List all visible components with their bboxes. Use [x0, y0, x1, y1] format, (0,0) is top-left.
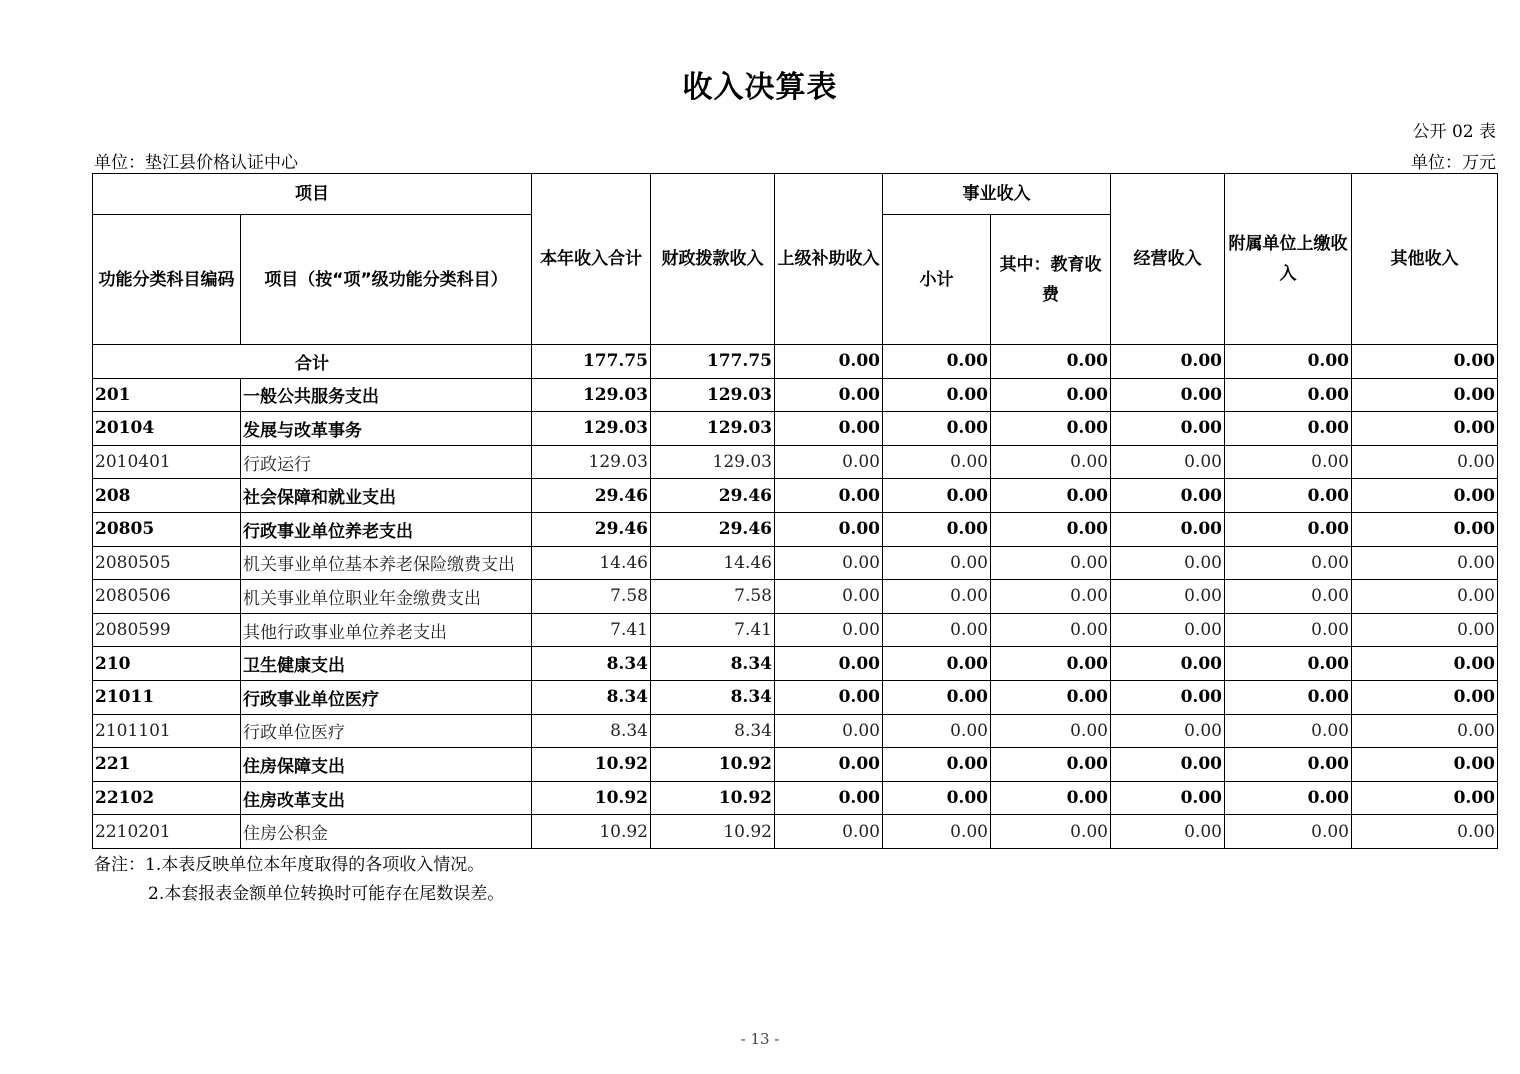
func-code-cell: 2010401 — [93, 445, 241, 479]
cell-value: 10.92 — [651, 748, 775, 782]
cell-value: 0.00 — [1225, 714, 1352, 748]
cell-value: 0.00 — [991, 647, 1111, 681]
cell-value: 0.00 — [991, 815, 1111, 849]
cell-value: 8.34 — [651, 647, 775, 681]
cell-value: 7.58 — [651, 580, 775, 614]
cell-value: 0.00 — [775, 445, 883, 479]
cell-value: 0.00 — [1111, 647, 1225, 681]
table-row — [93, 815, 1498, 849]
cell-value: 0.00 — [1225, 378, 1352, 412]
table-row — [93, 445, 1498, 479]
cell-value: 0.00 — [991, 580, 1111, 614]
func-name-cell: 行政单位医疗 — [241, 714, 532, 748]
header-item: 项目 — [93, 174, 532, 215]
cell-value: 0.00 — [883, 512, 991, 546]
header-business-income: 事业收入 — [883, 174, 1111, 215]
cell-value: 0.00 — [991, 412, 1111, 446]
cell-value: 129.03 — [532, 412, 651, 446]
cell-value: 0.00 — [1225, 680, 1352, 714]
func-code-cell: 2210201 — [93, 815, 241, 849]
cell-value: 0.00 — [991, 512, 1111, 546]
cell-value: 0.00 — [1225, 512, 1352, 546]
cell-value: 0.00 — [883, 580, 991, 614]
cell-value: 0.00 — [991, 445, 1111, 479]
cell-value: 0.00 — [883, 546, 991, 580]
cell-value: 129.03 — [532, 445, 651, 479]
cell-value: 29.46 — [532, 512, 651, 546]
cell-value: 29.46 — [532, 479, 651, 513]
cell-value: 0.00 — [883, 781, 991, 815]
note-line-1: 备注：1.本表反映单位本年度取得的各项收入情况。 — [94, 855, 485, 875]
income-table — [92, 173, 1498, 849]
cell-value: 0.00 — [991, 546, 1111, 580]
cell-value: 0.00 — [1352, 613, 1498, 647]
cell-value: 0.00 — [1111, 748, 1225, 782]
func-code-cell: 210 — [93, 647, 241, 681]
cell-value: 0.00 — [883, 748, 991, 782]
func-name-cell: 一般公共服务支出 — [241, 378, 532, 412]
cell-value: 8.34 — [532, 714, 651, 748]
cell-value: 0.00 — [883, 445, 991, 479]
note-line-2: 2.本套报表金额单位转换时可能存在尾数误差。 — [148, 884, 505, 904]
cell-value: 0.00 — [775, 512, 883, 546]
cell-value: 8.34 — [651, 680, 775, 714]
cell-value: 0.00 — [1111, 680, 1225, 714]
func-name-cell: 行政运行 — [241, 445, 532, 479]
func-code-cell: 2080506 — [93, 580, 241, 614]
func-name-cell: 住房保障支出 — [241, 748, 532, 782]
organization-unit: 单位：垫江县价格认证中心 — [94, 153, 298, 173]
cell-value: 0.00 — [775, 345, 883, 379]
cell-value: 0.00 — [991, 613, 1111, 647]
cell-value: 0.00 — [1225, 647, 1352, 681]
cell-value: 0.00 — [1352, 378, 1498, 412]
cell-value: 8.34 — [532, 680, 651, 714]
cell-value: 0.00 — [1352, 512, 1498, 546]
cell-value: 0.00 — [775, 479, 883, 513]
func-name-cell: 行政事业单位养老支出 — [241, 512, 532, 546]
cell-value: 7.41 — [532, 613, 651, 647]
page-number: - 13 - — [740, 1030, 780, 1048]
table-row — [93, 647, 1498, 681]
cell-value: 29.46 — [651, 479, 775, 513]
cell-value: 129.03 — [532, 378, 651, 412]
cell-value: 129.03 — [651, 445, 775, 479]
cell-value: 0.00 — [775, 815, 883, 849]
cell-value: 0.00 — [775, 748, 883, 782]
cell-value: 129.03 — [651, 412, 775, 446]
header-education-fee: 其中：教育收费 — [991, 215, 1111, 345]
func-name-cell: 行政事业单位医疗 — [241, 680, 532, 714]
cell-value: 0.00 — [1111, 815, 1225, 849]
table-row — [93, 546, 1498, 580]
func-name-cell: 住房公积金 — [241, 815, 532, 849]
func-code-cell: 22102 — [93, 781, 241, 815]
cell-value: 0.00 — [1111, 613, 1225, 647]
cell-value: 0.00 — [883, 815, 991, 849]
func-name-cell: 其他行政事业单位养老支出 — [241, 613, 532, 647]
cell-value: 0.00 — [883, 479, 991, 513]
cell-value: 0.00 — [991, 345, 1111, 379]
cell-value: 0.00 — [1352, 748, 1498, 782]
cell-value: 0.00 — [1225, 546, 1352, 580]
cell-value: 8.34 — [651, 714, 775, 748]
header-subtotal: 小计 — [883, 215, 991, 345]
cell-value: 0.00 — [883, 345, 991, 379]
table-row — [93, 613, 1498, 647]
cell-value: 0.00 — [1352, 714, 1498, 748]
header-func-name: 项目（按“项”级功能分类科目） — [241, 215, 532, 345]
cell-value: 10.92 — [532, 815, 651, 849]
cell-value: 0.00 — [775, 546, 883, 580]
func-code-cell: 2080599 — [93, 613, 241, 647]
func-code-cell: 2080505 — [93, 546, 241, 580]
header-total-income: 本年收入合计 — [532, 174, 651, 345]
header-func-code: 功能分类科目编码 — [93, 215, 241, 345]
cell-value: 0.00 — [775, 378, 883, 412]
cell-value: 0.00 — [1225, 815, 1352, 849]
cell-value: 29.46 — [651, 512, 775, 546]
cell-value: 0.00 — [1352, 479, 1498, 513]
cell-value: 10.92 — [532, 781, 651, 815]
cell-value: 8.34 — [532, 647, 651, 681]
header-superior-subsidy: 上级补助收入 — [775, 174, 883, 345]
cell-value: 0.00 — [1225, 748, 1352, 782]
cell-value: 0.00 — [883, 714, 991, 748]
cell-value: 0.00 — [1352, 445, 1498, 479]
cell-value: 0.00 — [1225, 479, 1352, 513]
header-fiscal: 财政拨款收入 — [651, 174, 775, 345]
table-row — [93, 580, 1498, 614]
cell-value: 0.00 — [1111, 345, 1225, 379]
func-name-cell: 机关事业单位基本养老保险缴费支出 — [241, 546, 532, 580]
table-row — [93, 479, 1498, 513]
func-code-cell: 21011 — [93, 680, 241, 714]
cell-value: 0.00 — [991, 378, 1111, 412]
cell-value: 0.00 — [1225, 781, 1352, 815]
table-row — [93, 680, 1498, 714]
cell-value: 0.00 — [1111, 412, 1225, 446]
cell-value: 0.00 — [991, 781, 1111, 815]
cell-value: 0.00 — [1225, 345, 1352, 379]
cell-value: 177.75 — [532, 345, 651, 379]
cell-value: 0.00 — [1225, 445, 1352, 479]
cell-value: 10.92 — [651, 781, 775, 815]
cell-value: 177.75 — [651, 345, 775, 379]
func-name-cell: 卫生健康支出 — [241, 647, 532, 681]
cell-value: 0.00 — [1352, 680, 1498, 714]
cell-value: 0.00 — [1352, 345, 1498, 379]
header-affiliated: 附属单位上缴收入 — [1225, 174, 1352, 345]
cell-value: 0.00 — [1111, 546, 1225, 580]
cell-value: 0.00 — [1111, 512, 1225, 546]
cell-value: 0.00 — [775, 680, 883, 714]
header-other: 其他收入 — [1352, 174, 1498, 345]
page-title: 收入决算表 — [682, 70, 838, 105]
cell-value: 7.58 — [532, 580, 651, 614]
cell-value: 0.00 — [883, 412, 991, 446]
cell-value: 0.00 — [883, 680, 991, 714]
cell-value: 0.00 — [991, 714, 1111, 748]
cell-value: 0.00 — [1111, 445, 1225, 479]
func-name-cell: 社会保障和就业支出 — [241, 479, 532, 513]
cell-value: 0.00 — [775, 580, 883, 614]
func-name-cell: 发展与改革事务 — [241, 412, 532, 446]
cell-value: 0.00 — [1352, 546, 1498, 580]
cell-value: 0.00 — [1111, 479, 1225, 513]
func-name-cell: 住房改革支出 — [241, 781, 532, 815]
func-code-cell: 20104 — [93, 412, 241, 446]
func-code-cell: 201 — [93, 378, 241, 412]
cell-value: 129.03 — [651, 378, 775, 412]
func-code-cell: 208 — [93, 479, 241, 513]
cell-value: 0.00 — [1352, 815, 1498, 849]
cell-value: 0.00 — [1111, 378, 1225, 412]
cell-value: 0.00 — [1225, 412, 1352, 446]
table-row — [93, 412, 1498, 446]
table-row — [93, 781, 1498, 815]
cell-value: 10.92 — [651, 815, 775, 849]
cell-value: 0.00 — [775, 613, 883, 647]
func-code-cell: 20805 — [93, 512, 241, 546]
cell-value: 0.00 — [1225, 613, 1352, 647]
total-label: 合计 — [93, 345, 532, 379]
currency-unit: 单位：万元 — [1411, 153, 1496, 173]
cell-value: 0.00 — [991, 479, 1111, 513]
cell-value: 0.00 — [883, 613, 991, 647]
table-row — [93, 512, 1498, 546]
cell-value: 0.00 — [775, 412, 883, 446]
cell-value: 7.41 — [651, 613, 775, 647]
cell-value: 0.00 — [1352, 781, 1498, 815]
form-number: 公开 02 表 — [1412, 122, 1496, 142]
cell-value: 0.00 — [991, 748, 1111, 782]
cell-value: 0.00 — [1111, 580, 1225, 614]
cell-value: 0.00 — [1111, 714, 1225, 748]
header-operating: 经营收入 — [1111, 174, 1225, 345]
cell-value: 0.00 — [1352, 580, 1498, 614]
cell-value: 14.46 — [651, 546, 775, 580]
cell-value: 0.00 — [991, 680, 1111, 714]
func-name-cell: 机关事业单位职业年金缴费支出 — [241, 580, 532, 614]
cell-value: 14.46 — [532, 546, 651, 580]
table-row — [93, 748, 1498, 782]
table-row — [93, 714, 1498, 748]
table-row — [93, 378, 1498, 412]
cell-value: 0.00 — [1225, 580, 1352, 614]
func-code-cell: 2101101 — [93, 714, 241, 748]
cell-value: 0.00 — [775, 781, 883, 815]
func-code-cell: 221 — [93, 748, 241, 782]
cell-value: 0.00 — [1352, 412, 1498, 446]
cell-value: 10.92 — [532, 748, 651, 782]
cell-value: 0.00 — [775, 647, 883, 681]
cell-value: 0.00 — [883, 647, 991, 681]
cell-value: 0.00 — [883, 378, 991, 412]
notes — [94, 851, 504, 909]
total-row — [93, 345, 1498, 379]
cell-value: 0.00 — [1352, 647, 1498, 681]
cell-value: 0.00 — [775, 714, 883, 748]
cell-value: 0.00 — [1111, 781, 1225, 815]
